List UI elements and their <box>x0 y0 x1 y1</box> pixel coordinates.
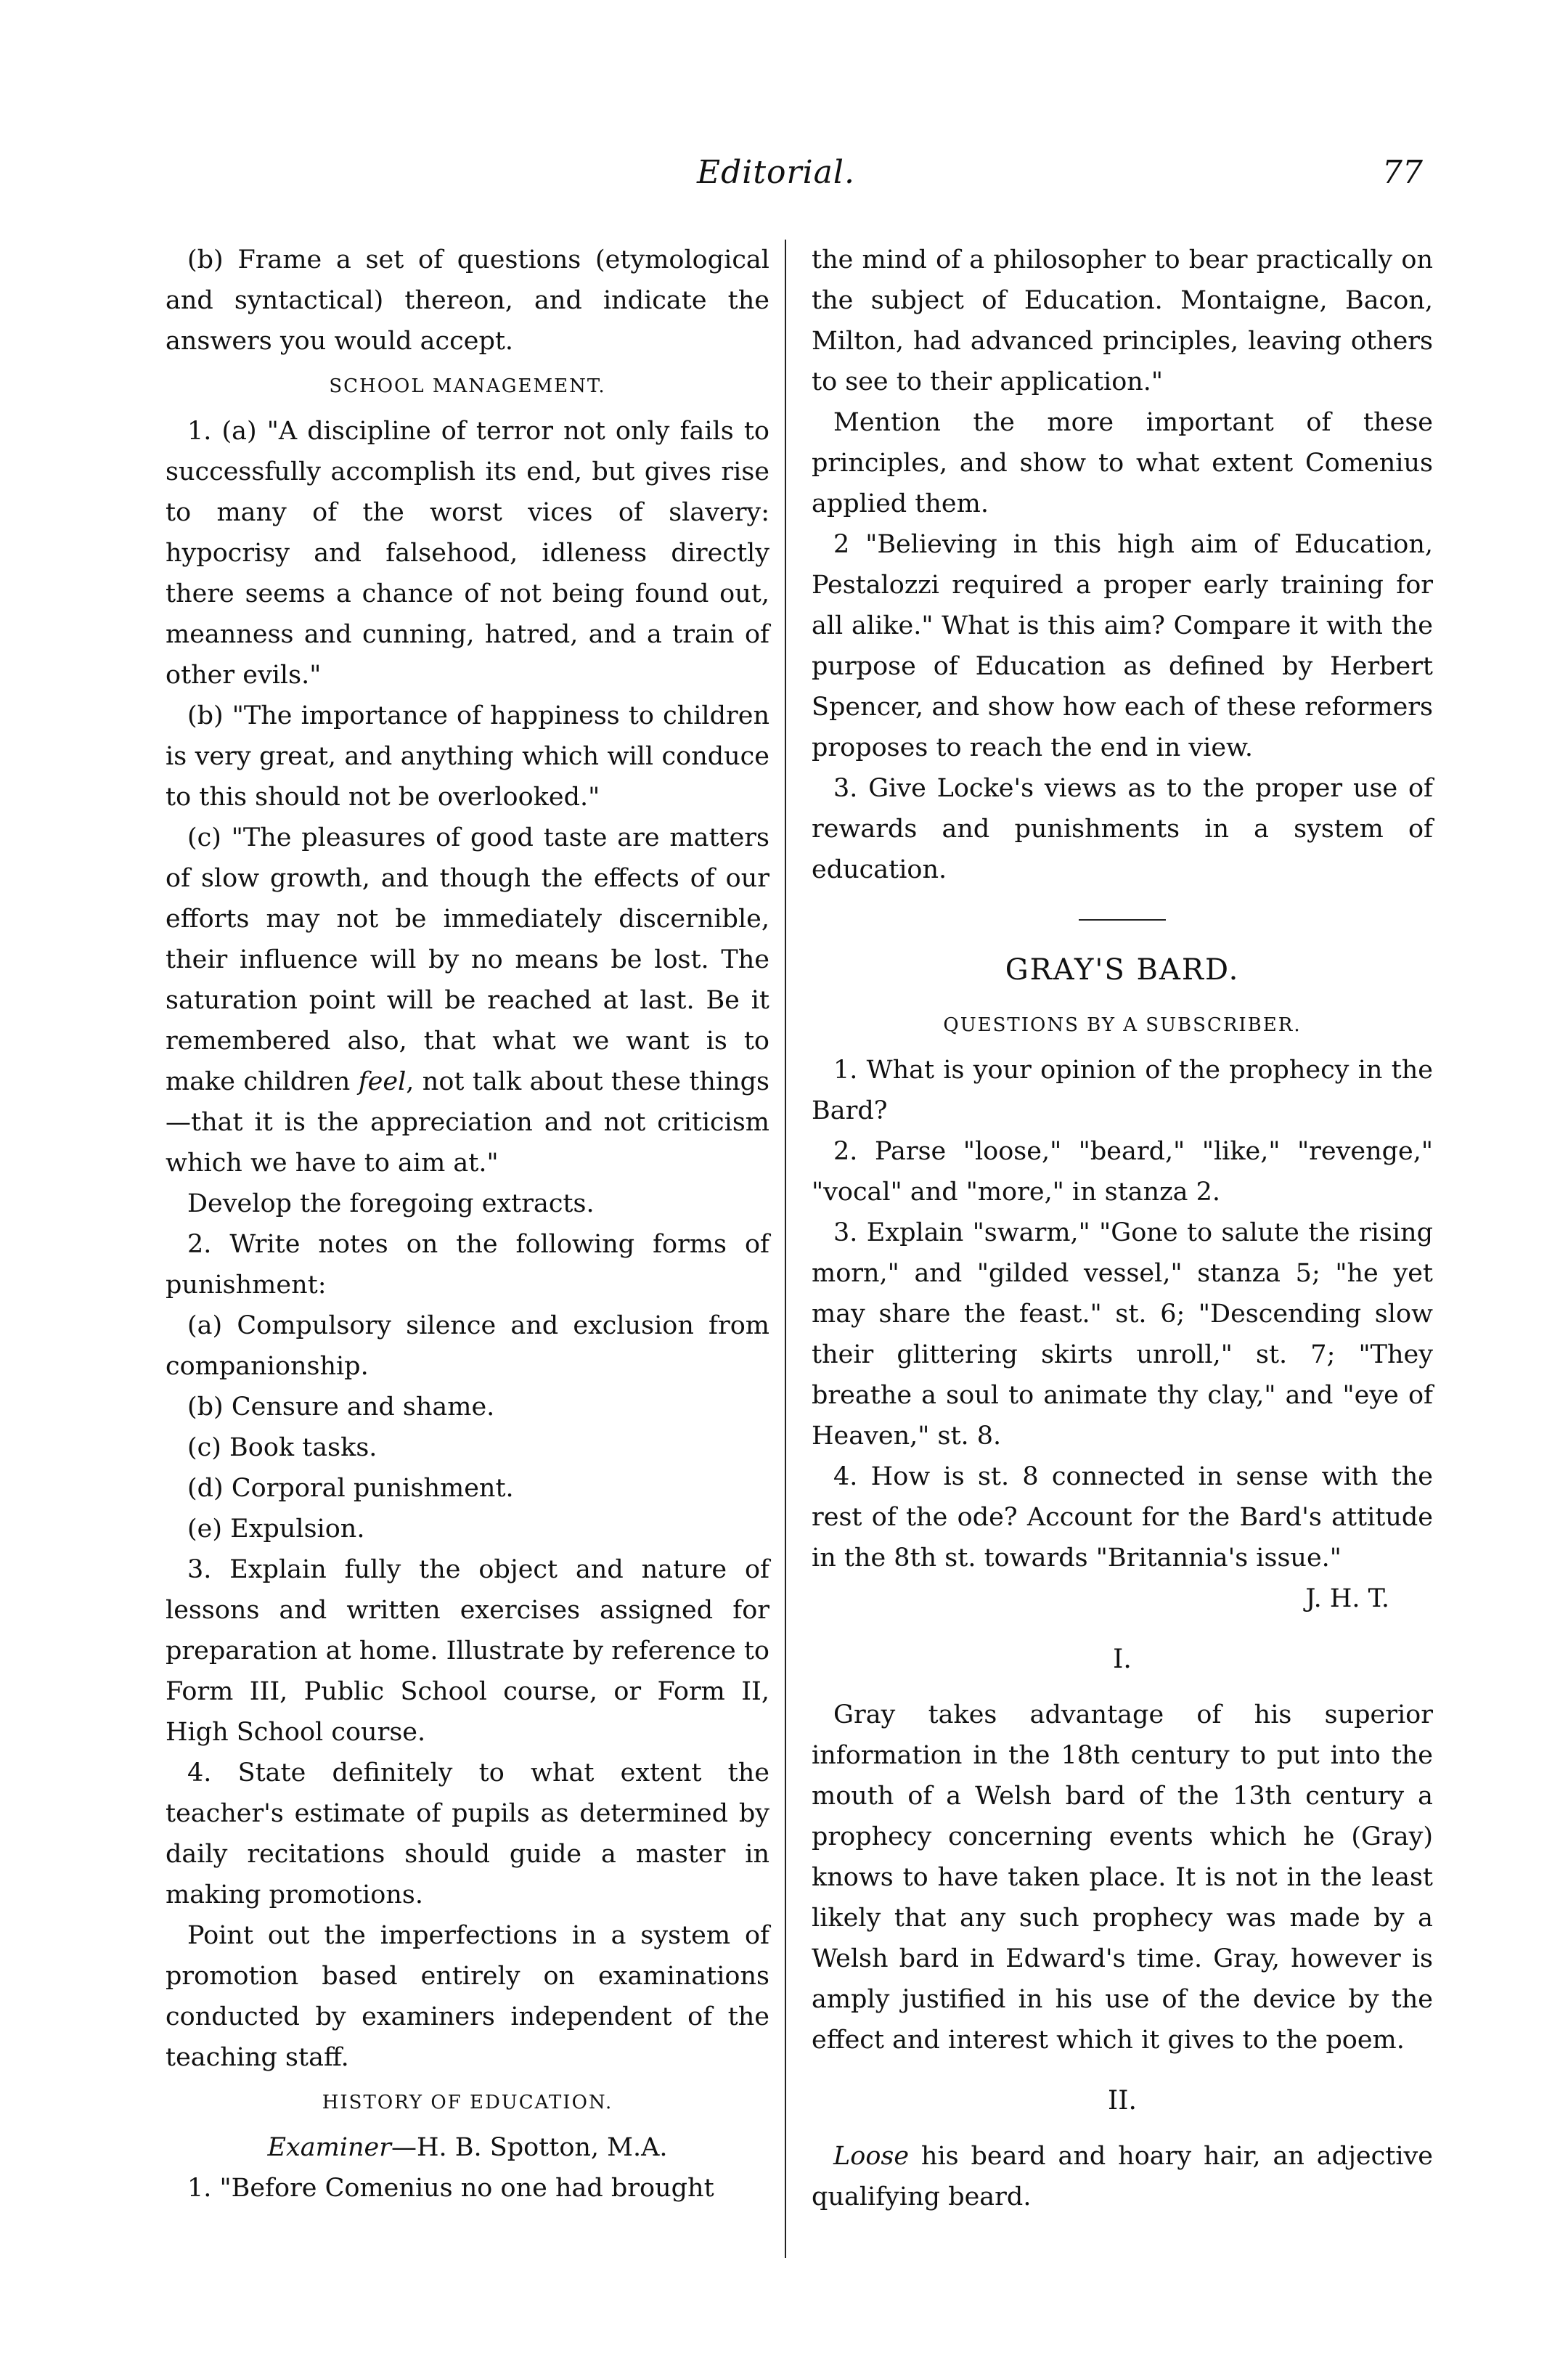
question-item: 1. What is your opinion of the prophecy in the Bard? <box>812 1056 1433 1125</box>
paragraph <box>166 818 769 1183</box>
section-heading-history-of-education: HISTORY OF EDUCATION. <box>322 2092 613 2113</box>
paragraph: (b) "The importance of happiness to children is very great, and anything which will conduce to this should not be overlooked." <box>166 701 769 812</box>
paragraph: Develop the foregoing extracts. <box>187 1189 595 1218</box>
emphasis-loose: Loose <box>833 2142 910 2171</box>
signature: J. H. T. <box>1305 1584 1389 1613</box>
paragraph: 4. State definitely to what extent the teacher's estimate of pupils as determined by daily recitations should guide a master in making promotions. <box>166 1758 769 1909</box>
list-item: (d) Corporal punishment. <box>187 1474 514 1503</box>
text-run: , not talk about these things—that it is the appreciation and not criticism which we have to aim at." <box>166 1067 769 1178</box>
page-header <box>167 154 1423 205</box>
question-item: 3. Explain "swarm," "Gone to salute the rising morn," and "gilded vessel," stanza 5; "he yet may share the feast." st. 6; "Descending slow their glittering skirts unroll," st. 7; "They breathe a soul to animate thy clay," and "eye of Heaven," st. 8. <box>812 1218 1433 1451</box>
examiner-name: —H. B. Spotton, M.A. <box>391 2133 668 2162</box>
paragraph: 3. Give Locke's views as to the proper use of rewards and punishments in a system of education. <box>812 774 1433 884</box>
column-divider <box>785 240 786 2258</box>
running-title: Editorial. <box>697 154 855 191</box>
paragraph: (b) Frame a set of questions (etymological and syntactical) thereon, and indicate the answers you would accept. <box>166 245 769 356</box>
emphasis-feel: feel <box>358 1067 407 1096</box>
signature-line <box>812 1578 1433 1619</box>
section-heading-school-management: SCHOOL MANAGEMENT. <box>329 375 606 397</box>
text-run: his beard and hoary hair, an adjective qualifying beard. <box>812 2142 1433 2211</box>
page-number: 77 <box>1382 154 1423 191</box>
examiner-line <box>166 2127 769 2168</box>
section-divider <box>1079 919 1166 921</box>
question-item: 4. How is st. 8 connected in sense with the rest of the ode? Account for the Bard's attitude in the 8th st. towards "Britannia's issue." <box>812 1462 1433 1573</box>
left-column <box>166 240 769 2209</box>
answer-paragraph: Gray takes advantage of his superior information in the 18th century to put into the mouth of a Welsh bard of the 13th century a prophecy concerning events which he (Gray) knows to have taken place. It is not in the least likely that any such prophecy was made by a Welsh bard in Edward's time. Gray, however is amply justified in his use of the device by the effect and interest which it gives to the poem. <box>812 1700 1433 2055</box>
list-item: (e) Expulsion. <box>187 1514 365 1544</box>
paragraph: Point out the imperfections in a system of promotion based entirely on examinations conducted by examiners independent of the teaching staff. <box>166 1921 769 2072</box>
paragraph: Mention the more important of these principles, and show to what extent Comenius applied them. <box>812 408 1433 518</box>
section-heading-grays-bard: GRAY'S BARD. <box>1005 953 1240 987</box>
text-run: (c) "The pleasures of good taste are matters of slow growth, and though the effects of our efforts may not be immediately discernible, their influence will by no means be lost. The saturation point will be reached at last. Be it remembered also, that what we want is to make children <box>166 823 769 1096</box>
list-item: (b) Censure and shame. <box>187 1393 495 1422</box>
paragraph: the mind of a philosopher to bear practically on the subject of Education. Montaigne, Bacon, Milton, had advanced principles, leaving others to see to their application." <box>812 245 1433 396</box>
list-item: (c) Book tasks. <box>187 1433 377 1462</box>
paragraph: 2. Write notes on the following forms of punishment: <box>166 1230 769 1300</box>
answer-number: II. <box>1108 2086 1137 2116</box>
answer-number: I. <box>1113 1644 1132 1674</box>
paragraph: 3. Explain fully the object and nature of lessons and written exercises assigned for preparation at home. Illustrate by reference to Form III, Public School course, or Form II, High School course. <box>166 1555 769 1747</box>
paragraph: 1. (a) "A discipline of terror not only fails to successfully accomplish its end, but gives rise to many of the worst vices of slavery: hypocrisy and falsehood, idleness directly there seems a chance of not being found out, meanness and cunning, hatred, and a train of other evils." <box>166 417 769 690</box>
paragraph: 2 "Believing in this high aim of Education, Pestalozzi required a proper early training for all alike." What is this aim? Compare it with the purpose of Education as defined by Herbert Spencer, and show how each of these reformers proposes to reach the end in view. <box>812 530 1433 762</box>
subheading-questions: QUESTIONS BY A SUBSCRIBER. <box>943 1014 1302 1036</box>
list-item: (a) Compulsory silence and exclusion from companionship. <box>166 1311 769 1381</box>
paragraph: 1. "Before Comenius no one had brought <box>187 2174 714 2203</box>
examiner-label: Examiner <box>267 2133 391 2162</box>
question-item: 2. Parse "loose," "beard," "like," "revenge," "vocal" and "more," in stanza 2. <box>812 1137 1433 1207</box>
right-column <box>812 240 1433 2217</box>
answer-paragraph <box>812 2136 1433 2217</box>
